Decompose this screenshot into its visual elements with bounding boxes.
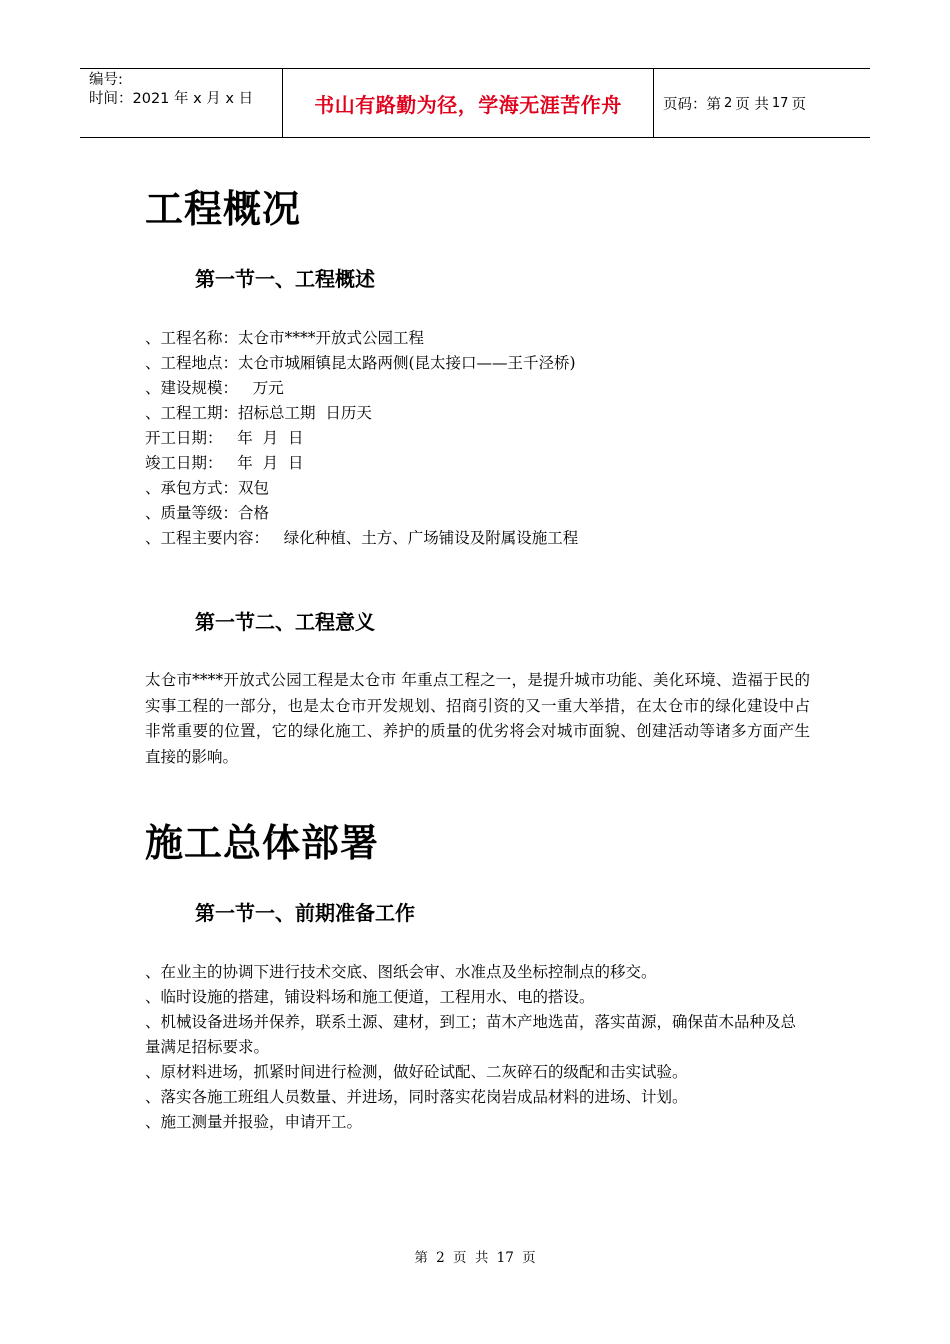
footer-current-page: 2 — [436, 1250, 445, 1266]
footer-total-pages: 17 — [496, 1250, 514, 1266]
list-item: 、在业主的协调下进行技术交底、图纸会审、水准点及坐标控制点的移交。 — [145, 963, 657, 981]
document-number-label: 编号: — [89, 72, 123, 88]
list-item: 、承包方式：双包 — [145, 479, 270, 497]
footer-mid-2: 共 — [474, 1250, 489, 1266]
document-time-label: 时间：2021 年 x 月 x 日 — [89, 91, 254, 107]
list-item: 、工程主要内容： 绿化种植、土方、广场铺设及附属设施工程 — [145, 529, 579, 547]
header-page-total: 17 — [771, 95, 789, 111]
list-item: 、工程名称：太仓市****开放式公园工程 — [145, 329, 425, 347]
list-item: 、机械设备进场并保养，联系土源、建材，到工；苗木产地选苗，落实苗源，确保苗木品种及总量满足招标要求。 — [145, 1013, 797, 1056]
heading-deployment-section-1: 第一节一、前期准备工作 — [195, 901, 415, 925]
list-item: 、原材料进场，抓紧时间进行检测，做好砼试配、二灰碎石的级配和击实试验。 — [145, 1063, 688, 1081]
list-item: 、工程工期：招标总工期 日历天 — [145, 404, 372, 422]
header-page-prefix: 页码：第 — [663, 96, 721, 113]
heading-overview-section-2: 第一节二、工程意义 — [195, 610, 375, 634]
list-item: 、临时设施的搭建，铺设料场和施工便道，工程用水、电的搭设。 — [145, 988, 595, 1006]
header-page-mid: 页 共 — [735, 96, 769, 113]
header-page-suffix: 页 — [791, 96, 806, 113]
overview-item-list — [145, 326, 810, 551]
deployment-item-list — [145, 960, 810, 1135]
page-footer — [0, 1246, 950, 1266]
header-page-info — [654, 69, 870, 137]
list-item: 、施工测量并报验，申请开工。 — [145, 1113, 363, 1131]
list-item: 、落实各施工班组人员数量、并进场，同时落实花岗岩成品材料的进场、计划。 — [145, 1088, 688, 1106]
heading-overview-section-1: 第一节一、工程概述 — [195, 267, 375, 291]
list-item: 竣工日期： 年 月 日 — [145, 454, 304, 472]
list-item: 、质量等级：合格 — [145, 504, 270, 522]
footer-prefix: 第 — [414, 1250, 428, 1266]
footer-mid-1: 页 — [453, 1250, 467, 1266]
header-meta-cell — [80, 69, 282, 137]
heading-project-overview: 工程概况 — [145, 187, 302, 231]
header-page-current: 2 — [724, 95, 733, 111]
list-item: 、工程地点：太仓市城厢镇昆太路两侧(昆太接口——王千泾桥) — [145, 354, 576, 372]
header-table — [80, 68, 870, 138]
list-item: 开工日期： 年 月 日 — [145, 429, 304, 447]
footer-suffix: 页 — [522, 1250, 536, 1266]
header-motto: 书山有路勤为径，学海无涯苦作舟 — [282, 69, 654, 137]
paragraph-project-significance: 太仓市****开放式公园工程是太仓市 年重点工程之一，是提升城市功能、美化环境、造福于民的实事工程的一部分，也是太仓市开发规划、招商引资的又一重大举措，在太仓市的绿化建设中占非常重要的位置，它的绿化施工、养护的质量的优劣将会对城市面貌、创建活动等诸多方面产生直接的影响。 — [145, 671, 810, 766]
list-item: 、建设规模： 万元 — [145, 379, 284, 397]
heading-construction-deployment: 施工总体部署 — [145, 821, 380, 865]
